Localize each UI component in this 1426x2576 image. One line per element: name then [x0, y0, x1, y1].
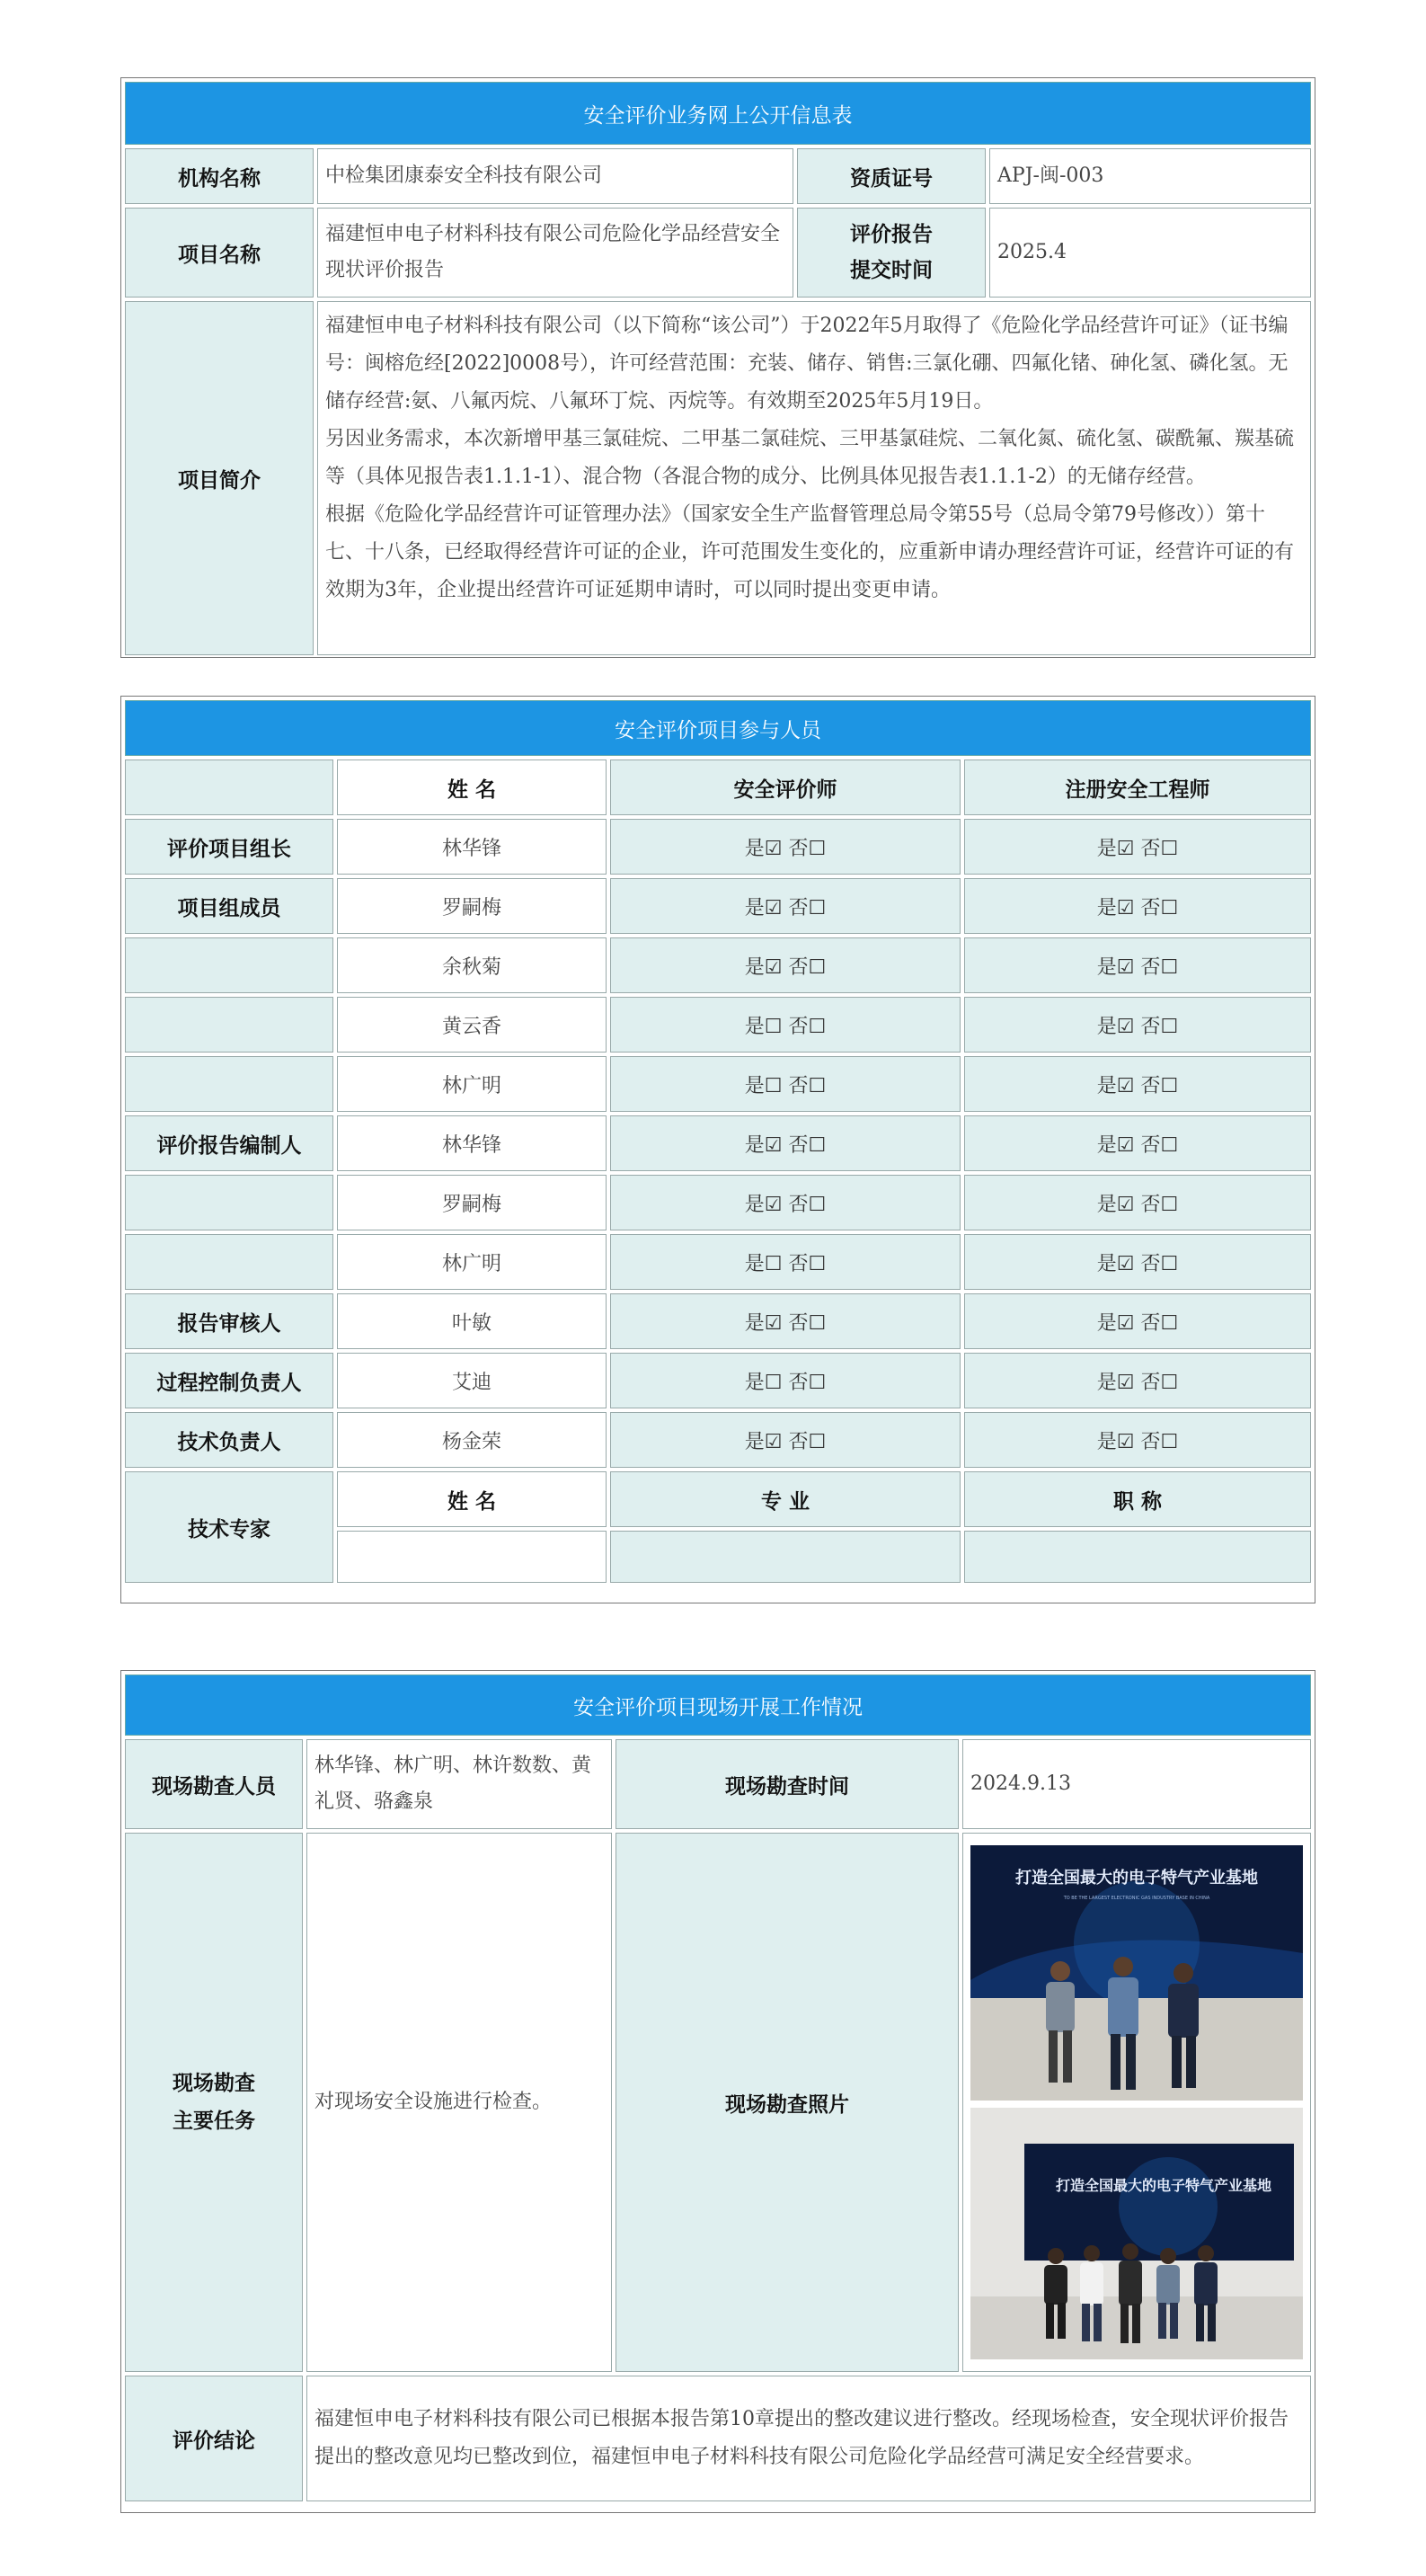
expert-title-cell — [964, 1531, 1311, 1583]
staff-name: 杨金荣 — [337, 1412, 607, 1468]
staff-row — [125, 1412, 1311, 1468]
org-label: 机构名称 — [125, 148, 314, 204]
staff-row — [125, 1056, 1311, 1112]
project-label: 项目名称 — [125, 208, 314, 298]
staff-engineer: 是☑ 否☐ — [964, 1353, 1311, 1408]
staff-evaluator: 是☑ 否☐ — [610, 878, 961, 934]
staff-role: 技术负责人 — [125, 1412, 333, 1468]
task-label-line1: 现场勘查 — [173, 2071, 255, 2095]
task-label-line2: 主要任务 — [173, 2109, 255, 2133]
project-value: 福建恒申电子材料科技有限公司危险化学品经营安全现状评价报告 — [317, 208, 793, 298]
col-name-header: 姓 名 — [337, 759, 607, 815]
staff-engineer: 是☑ 否☐ — [964, 878, 1311, 934]
staff-name: 叶敏 — [337, 1293, 607, 1349]
staff-name: 余秋菊 — [337, 937, 607, 993]
staff-row — [125, 1175, 1311, 1230]
conclusion-label: 评价结论 — [125, 2376, 303, 2501]
staff-name: 林广明 — [337, 1234, 607, 1290]
staff-role: 项目组成员 — [125, 878, 333, 934]
photo-label: 现场勘查照片 — [616, 1833, 959, 2372]
expert-major-cell — [610, 1531, 961, 1583]
staff-evaluator: 是☐ 否☐ — [610, 1234, 961, 1290]
submit-label-line1: 评价报告 — [850, 222, 933, 246]
staff-role: 评价项目组长 — [125, 819, 333, 875]
expert-col-title: 职 称 — [964, 1471, 1311, 1527]
submit-value: 2025.4 — [989, 208, 1311, 298]
staff-engineer: 是☑ 否☐ — [964, 1056, 1311, 1112]
submit-label-line2: 提交时间 — [850, 258, 933, 282]
staff-name: 罗嗣梅 — [337, 1175, 607, 1230]
banner-text-2: 打造全国最大的电子特气产业基地 — [1055, 2177, 1272, 2194]
staff-table — [121, 697, 1315, 1586]
intro-paragraph-3: 根据《危险化学品经营许可证管理办法》（国家安全生产监督管理总局令第55号（总局令第79号修改））第十七、十八条，已经取得经营许可证的企业，许可范围发生变化的，应重新申请办理经营许可证，经营许可证的有效期为3年，企业提出经营许可证延期申请时，可以同时提出变更申请。 — [325, 503, 1295, 601]
staff-engineer: 是☑ 否☐ — [964, 1175, 1311, 1230]
task-label — [125, 1833, 303, 2372]
staff-role — [125, 1234, 333, 1290]
cert-label: 资质证号 — [797, 148, 986, 204]
col-engineer-header: 注册安全工程师 — [964, 759, 1311, 815]
site-title: 安全评价项目现场开展工作情况 — [125, 1674, 1311, 1736]
expert-col-major: 专 业 — [610, 1471, 961, 1527]
info-section — [120, 77, 1315, 658]
staff-evaluator: 是☑ 否☐ — [610, 819, 961, 875]
staff-evaluator: 是☑ 否☐ — [610, 937, 961, 993]
banner-sub-1: TO BE THE LARGEST ELECTRONIC GAS INDUSTRY BASE IN CHINA — [1063, 1896, 1210, 1901]
intro-value — [317, 301, 1311, 655]
staff-role — [125, 1175, 333, 1230]
staff-role — [125, 937, 333, 993]
staff-engineer: 是☑ 否☐ — [964, 819, 1311, 875]
expert-name-cell — [337, 1531, 607, 1583]
org-value: 中检集团康泰安全科技有限公司 — [317, 148, 793, 204]
site-section — [120, 1670, 1315, 2513]
cert-value: APJ-闽-003 — [989, 148, 1311, 204]
info-title: 安全评价业务网上公开信息表 — [125, 82, 1311, 145]
staff-role: 评价报告编制人 — [125, 1115, 333, 1171]
staff-section — [120, 696, 1315, 1603]
staff-role — [125, 997, 333, 1053]
staff-row — [125, 937, 1311, 993]
inspectors-label: 现场勘查人员 — [125, 1739, 303, 1829]
site-table — [121, 1671, 1315, 2505]
site-photo-2 — [970, 2108, 1303, 2359]
staff-row — [125, 878, 1311, 934]
info-table — [121, 78, 1315, 659]
staff-rows — [125, 819, 1311, 1468]
inspectors-value: 林华锋、林广明、林许数数、黄礼贤、骆鑫泉 — [306, 1739, 612, 1829]
staff-name: 黄云香 — [337, 997, 607, 1053]
staff-name: 艾迪 — [337, 1353, 607, 1408]
banner-text-1: 打造全国最大的电子特气产业基地 — [1015, 1869, 1258, 1888]
staff-row — [125, 819, 1311, 875]
conclusion-value: 福建恒申电子材料科技有限公司已根据本报告第10章提出的整改建议进行整改。经现场检查，安全现状评价报告提出的整改意见均已整改到位，福建恒申电子材料科技有限公司危险化学品经营可满足安全经营要求。 — [306, 2376, 1311, 2501]
staff-role: 报告审核人 — [125, 1293, 333, 1349]
intro-paragraph-1: 福建恒申电子材料科技有限公司（以下简称“该公司”）于2022年5月取得了《危险化学品经营许可证》（证书编号：闽榕危经[2022]0008号），许可经营范围：充装、储存、销售:三氯化硼、四氟化锗、砷化氢、磷化氢。无储存经营:氨、八氟丙烷、八氟环丁烷、丙烷等。有效期至2025年5月19日。 — [325, 315, 1289, 413]
staff-evaluator: 是☑ 否☐ — [610, 1412, 961, 1468]
staff-engineer: 是☑ 否☐ — [964, 1234, 1311, 1290]
task-value: 对现场安全设施进行检查。 — [306, 1833, 612, 2372]
staff-name: 林华锋 — [337, 819, 607, 875]
staff-evaluator: 是☑ 否☐ — [610, 1293, 961, 1349]
photo-cell — [962, 1833, 1311, 2372]
staff-engineer: 是☑ 否☐ — [964, 1293, 1311, 1349]
intro-label: 项目简介 — [125, 301, 314, 655]
staff-name: 林华锋 — [337, 1115, 607, 1171]
inspect-time-value: 2024.9.13 — [962, 1739, 1311, 1829]
staff-title: 安全评价项目参与人员 — [125, 700, 1311, 756]
staff-engineer: 是☑ 否☐ — [964, 997, 1311, 1053]
expert-label: 技术专家 — [125, 1471, 333, 1583]
staff-row — [125, 1234, 1311, 1290]
staff-engineer: 是☑ 否☐ — [964, 1115, 1311, 1171]
inspect-time-label: 现场勘查时间 — [616, 1739, 959, 1829]
staff-evaluator: 是☐ 否☐ — [610, 997, 961, 1053]
staff-header-empty — [125, 759, 333, 815]
staff-row — [125, 1293, 1311, 1349]
site-photo-1 — [970, 1845, 1303, 2101]
staff-role: 过程控制负责人 — [125, 1353, 333, 1408]
staff-engineer: 是☑ 否☐ — [964, 1412, 1311, 1468]
submit-label — [797, 208, 986, 298]
staff-row — [125, 997, 1311, 1053]
staff-evaluator: 是☐ 否☐ — [610, 1056, 961, 1112]
staff-evaluator: 是☑ 否☐ — [610, 1175, 961, 1230]
staff-row — [125, 1353, 1311, 1408]
staff-role — [125, 1056, 333, 1112]
staff-row — [125, 1115, 1311, 1171]
col-evaluator-header: 安全评价师 — [610, 759, 961, 815]
staff-evaluator: 是☐ 否☐ — [610, 1353, 961, 1408]
staff-name: 罗嗣梅 — [337, 878, 607, 934]
staff-evaluator: 是☑ 否☐ — [610, 1115, 961, 1171]
expert-col-name: 姓 名 — [337, 1471, 607, 1527]
staff-engineer: 是☑ 否☐ — [964, 937, 1311, 993]
staff-name: 林广明 — [337, 1056, 607, 1112]
intro-paragraph-2: 另因业务需求，本次新增甲基三氯硅烷、二甲基二氯硅烷、三甲基氯硅烷、二氧化氮、硫化氢、碳酰氟、羰基硫等（具体见报告表1.1.1-1）、混合物（各混合物的成分、比例具体见报告表1.1.1-2）的无储存经营。 — [325, 428, 1295, 488]
